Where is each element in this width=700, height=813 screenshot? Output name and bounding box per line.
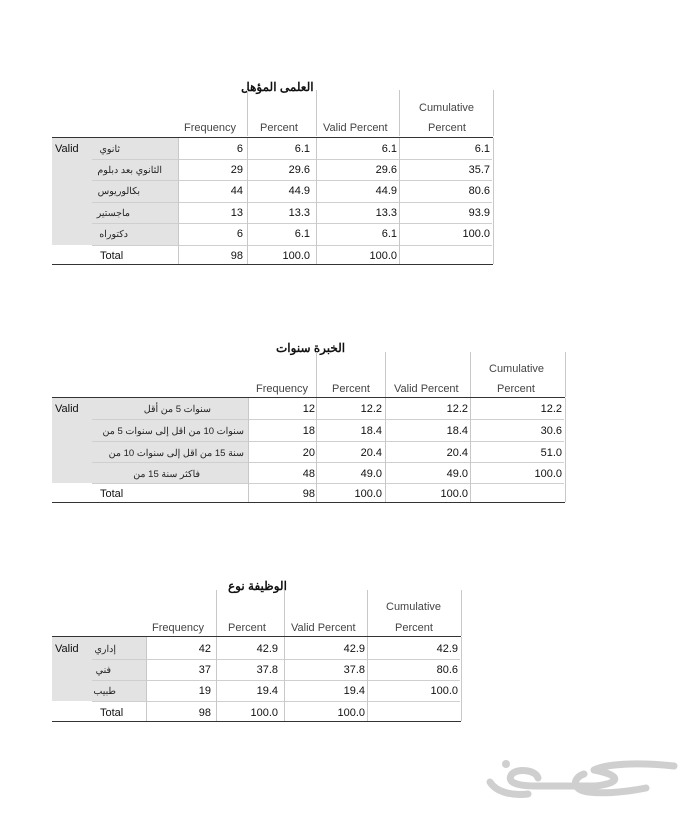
total-percent: 100.0 [250, 707, 278, 719]
frequency-cell: 6 [236, 143, 243, 155]
category-label: سنة 15 من اقل إلى سنوات 10 من [108, 448, 244, 459]
frequency-cell: 12 [302, 403, 315, 415]
frequency-cell: 42 [198, 643, 211, 655]
total-frequency: 98 [230, 250, 243, 262]
header-valid-percent: Valid Percent [394, 383, 459, 395]
total-percent: 100.0 [282, 250, 310, 262]
category-label: إداري [94, 644, 116, 655]
frequency-cell: 13 [230, 207, 243, 219]
frequency-cell: 19 [198, 685, 211, 697]
header-frequency: Frequency [152, 622, 204, 634]
frequency-cell: 20 [302, 447, 315, 459]
header-cumulative-top: Cumulative [386, 601, 442, 613]
category-label: طبيب [93, 686, 116, 697]
cumulative-percent-cell: 30.6 [540, 425, 562, 437]
cumulative-percent-cell: 51.0 [540, 447, 562, 459]
haraj-watermark-logo [476, 752, 686, 802]
frequency-cell: 48 [302, 468, 315, 480]
percent-cell: 42.9 [256, 643, 278, 655]
valid-percent-cell: 12.2 [446, 403, 468, 415]
header-frequency: Frequency [256, 383, 308, 395]
haraj-logo-icon [476, 752, 686, 802]
frequency-cell: 18 [302, 425, 315, 437]
frequency-cell: 6 [236, 228, 243, 240]
total-label: Total [100, 488, 124, 500]
table-title: العلمى المؤهل [241, 80, 314, 94]
category-label: فاكثر سنة 15 من [133, 469, 200, 480]
percent-cell: 49.0 [360, 468, 382, 480]
percent-cell: 20.4 [360, 447, 382, 459]
cumulative-percent-cell: 6.1 [474, 143, 490, 155]
header-valid-percent: Valid Percent [291, 622, 356, 634]
percent-cell: 12.2 [360, 403, 382, 415]
group-label-valid: Valid [55, 143, 79, 155]
cumulative-percent-cell: 80.6 [436, 664, 458, 676]
percent-cell: 13.3 [288, 207, 310, 219]
header-frequency: Frequency [184, 122, 236, 134]
percent-cell: 37.8 [256, 664, 278, 676]
category-label: فني [95, 665, 111, 676]
total-frequency: 98 [302, 488, 315, 500]
valid-percent-cell: 18.4 [446, 425, 468, 437]
group-label-valid: Valid [55, 643, 79, 655]
percent-cell: 44.9 [288, 185, 310, 197]
frequency-cell: 37 [198, 664, 211, 676]
valid-percent-cell: 6.1 [381, 143, 397, 155]
total-valid-percent: 100.0 [440, 488, 468, 500]
percent-cell: 6.1 [294, 143, 310, 155]
category-label: سنوات 5 من أقل [143, 404, 211, 415]
percent-cell: 18.4 [360, 425, 382, 437]
header-valid-percent: Valid Percent [323, 122, 388, 134]
cumulative-percent-cell: 100.0 [534, 468, 562, 480]
category-label: بكالوريوس [97, 186, 140, 197]
header-cumulative-bottom: Percent [497, 383, 535, 395]
table-title: الوظيفة نوع [228, 579, 287, 593]
cumulative-percent-cell: 100.0 [462, 228, 490, 240]
cumulative-percent-cell: 42.9 [436, 643, 458, 655]
percent-cell: 29.6 [288, 164, 310, 176]
total-label: Total [100, 250, 124, 262]
header-percent: Percent [332, 383, 370, 395]
total-label: Total [100, 707, 124, 719]
frequency-cell: 29 [230, 164, 243, 176]
total-valid-percent: 100.0 [337, 707, 365, 719]
header-cumulative-bottom: Percent [428, 122, 466, 134]
valid-percent-cell: 29.6 [375, 164, 397, 176]
cumulative-percent-cell: 93.9 [468, 207, 490, 219]
cumulative-percent-cell: 80.6 [468, 185, 490, 197]
frequency-cell: 44 [230, 185, 243, 197]
group-label-valid: Valid [55, 403, 79, 415]
valid-percent-cell: 13.3 [375, 207, 397, 219]
valid-percent-cell: 6.1 [381, 228, 397, 240]
category-label: ماجستير [96, 208, 130, 219]
total-valid-percent: 100.0 [369, 250, 397, 262]
header-percent: Percent [260, 122, 298, 134]
category-label: الثانوي بعد دبلوم [97, 165, 162, 176]
percent-cell: 6.1 [294, 228, 310, 240]
table-title: الخبرة سنوات [276, 341, 346, 355]
cumulative-percent-cell: 100.0 [430, 685, 458, 697]
valid-percent-cell: 44.9 [375, 185, 397, 197]
header-percent: Percent [228, 622, 266, 634]
valid-percent-cell: 42.9 [343, 643, 365, 655]
valid-percent-cell: 19.4 [343, 685, 365, 697]
header-cumulative-bottom: Percent [395, 622, 433, 634]
header-cumulative-top: Cumulative [489, 363, 545, 375]
category-label: دكتوراه [99, 229, 128, 240]
valid-percent-cell: 20.4 [446, 447, 468, 459]
valid-percent-cell: 37.8 [343, 664, 365, 676]
total-percent: 100.0 [354, 488, 382, 500]
cumulative-percent-cell: 35.7 [468, 164, 490, 176]
cumulative-percent-cell: 12.2 [540, 403, 562, 415]
total-frequency: 98 [198, 707, 211, 719]
valid-percent-cell: 49.0 [446, 468, 468, 480]
percent-cell: 19.4 [256, 685, 278, 697]
header-cumulative-top: Cumulative [419, 102, 475, 114]
category-label: سنوات 10 من اقل إلى سنوات 5 من [102, 426, 244, 437]
category-label: ثانوي [99, 144, 120, 155]
